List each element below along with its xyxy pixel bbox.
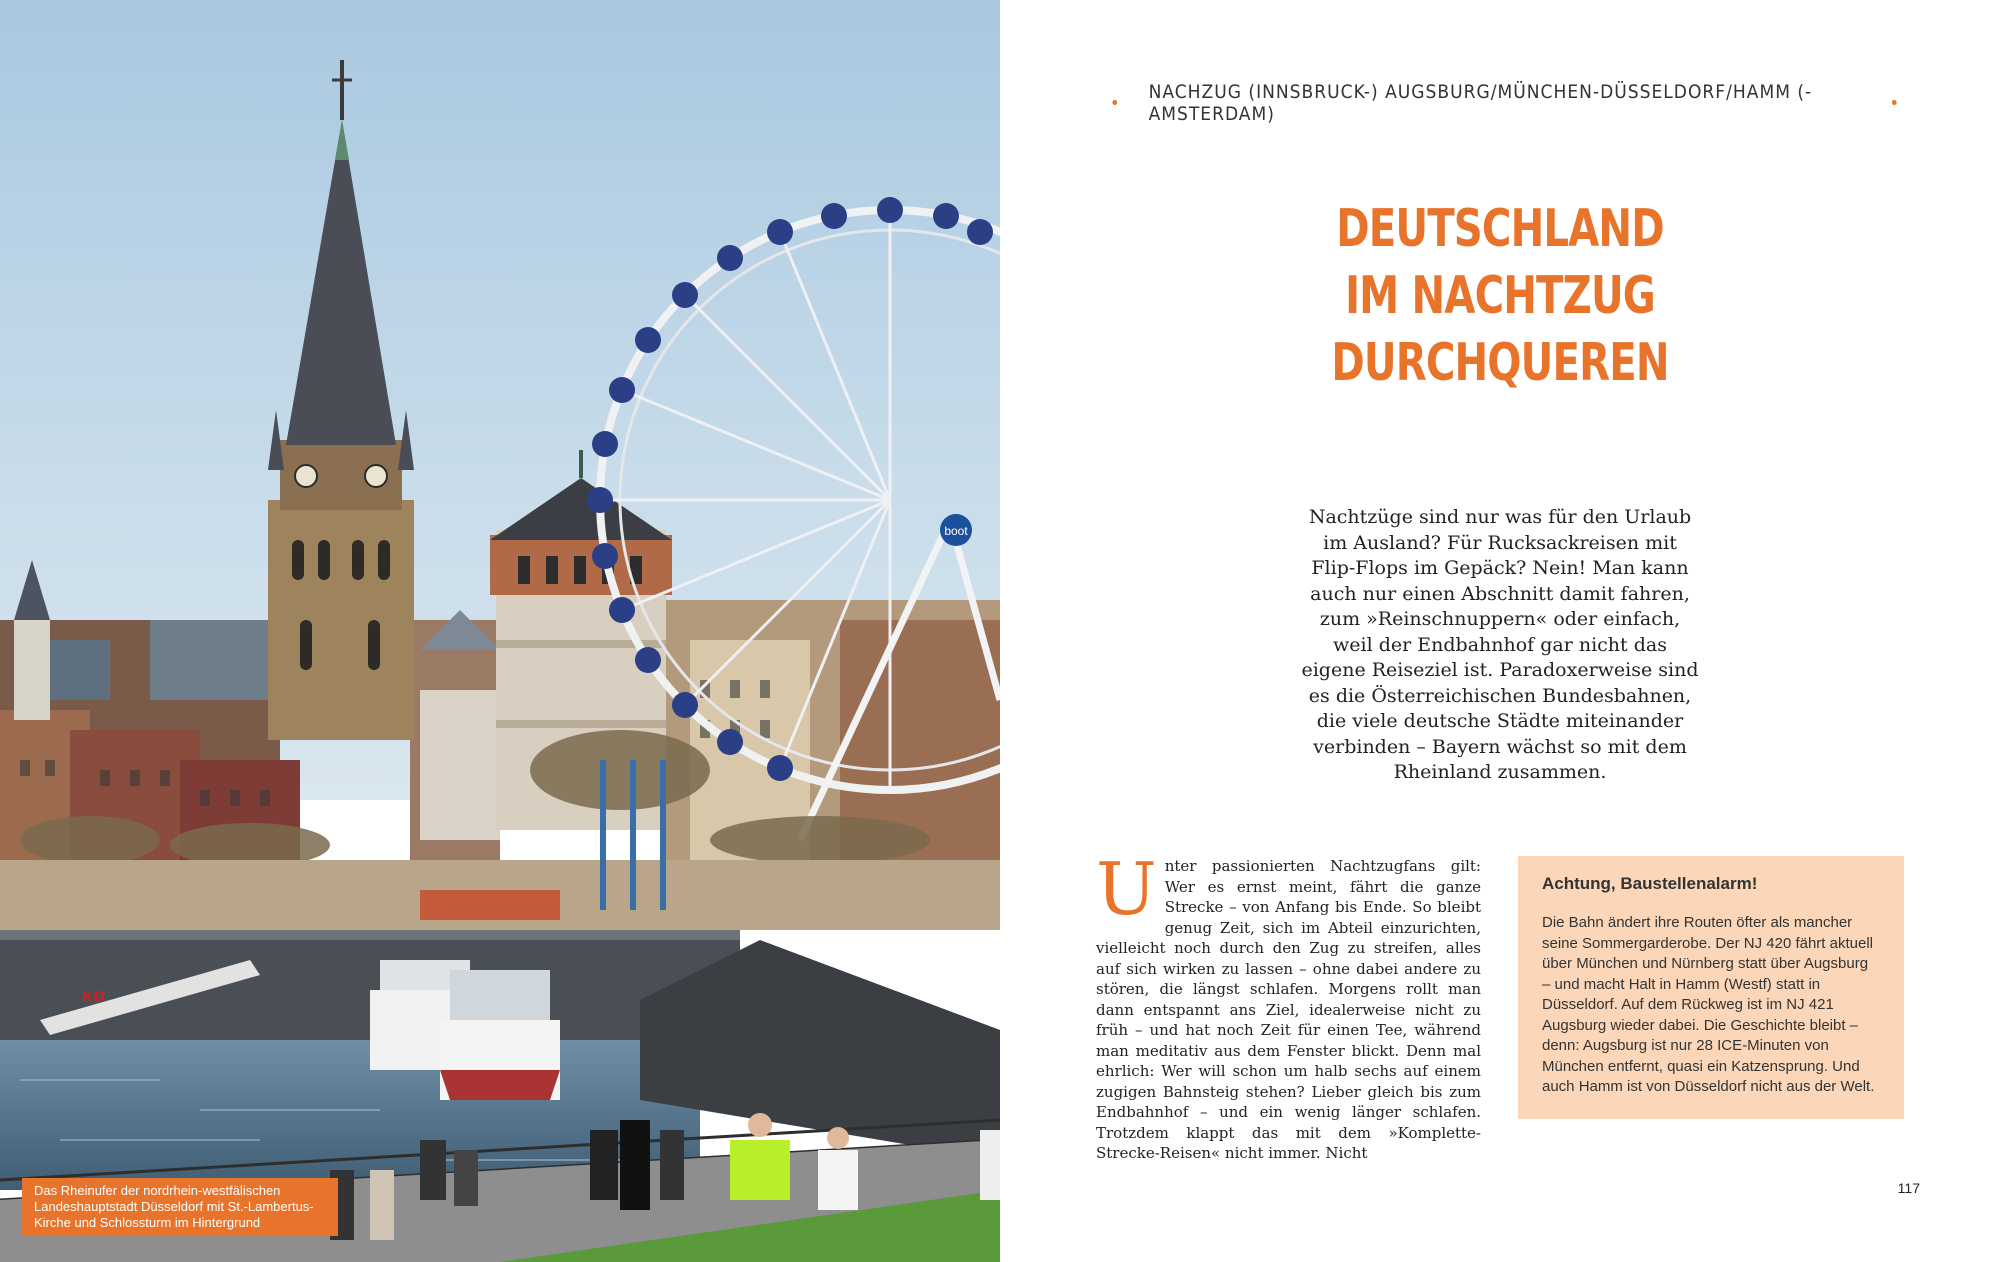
title-line: DURCHQUEREN xyxy=(1331,333,1669,393)
title-line: IM NACHTZUG xyxy=(1345,266,1655,326)
info-box-text: Die Bahn ändert ihre Routen öfter als mancher seine Sommergarderobe. Der NJ 420 fährt aktuell über München und Nürnberg statt über Augsburg – und macht Halt in Hamm (Westf) statt in Düsseldorf. Auf dem Rückweg ist im NJ 421 Augsburg wieder dabei. Die Geschichte bleibt – denn: Augsburg ist nur 28 ICE-Minuten von München entfernt, quasi ein Katzensprung. Und auch Hamm ist von Düsseldorf nicht aus der Welt. xyxy=(1542,914,1875,1095)
text-page xyxy=(1000,0,2000,1262)
kd-sign: KD xyxy=(82,989,106,1006)
page-number: 117 xyxy=(1897,1180,1920,1196)
body-paragraph: nter passionierten Nachtzugfans gilt: Wer es ernst meint, fährt die ganze Strecke – von Anfang bis Ende. So bleibt genug Zeit, sich im Abteil einzurichten, vielleicht noch durch den Zug zu streifen, alles auf sich wirken zu lassen – ohne dabei andere zu stören, die längst schlafen. Morgens rollt man dann entspannt ans Ziel, idealerweise nicht zu früh – und hat noch Zeit für einen Tee, während man meditativ aus dem Fenster blickt. Denn mal ehrlich: Wer will schon um halb sechs auf einem zugigen Bahnsteig stehen? Lieber gleich bis zum Endbahnhof – und ein wenig länger schlafen. Trotzdem klappt das mit dem »Komplette-Strecke-Reisen« nicht immer. Nicht xyxy=(1096,857,1481,1162)
chapter-title xyxy=(1250,196,1750,397)
bullet-icon: • xyxy=(1889,92,1900,114)
route-text: NACHZUG (INNSBRUCK-) AUGSBURG/MÜNCHEN-DÜSSELDORF/HAMM (-AMSTERDAM) xyxy=(1148,81,1813,125)
drop-cap: U xyxy=(1096,847,1157,931)
info-box xyxy=(1518,856,1904,1119)
route-header xyxy=(1110,81,1900,125)
wheel-logo-text: boot xyxy=(944,524,968,538)
info-box-heading: Achtung, Baustellenalarm! xyxy=(1542,874,1758,893)
lead-paragraph: Nachtzüge sind nur was für den Urlaub im Ausland? Für Rucksackreisen mit Flip-Flops im Gepäck? Nein! Man kann auch nur einen Abschnitt damit fahren, zum »Reinschnuppern« oder einfach, weil der Endbahnhof gar nicht das eigene Reiseziel ist. Paradoxerweise sind es die Österreichischen Bundesbahnen, die viele deutsche Städte miteinander verbinden – Bayern wächst so mit dem Rheinland zusammen. xyxy=(1301,506,1699,783)
body-text xyxy=(1096,847,1481,1164)
bullet-icon: • xyxy=(1110,92,1121,114)
title-line: DEUTSCHLAND xyxy=(1336,199,1664,259)
photo-caption: Das Rheinufer der nordrhein-westfälischen Landeshauptstadt Düsseldorf mit St.-Lambertus-Kirche und Schlossturm im Hintergrund xyxy=(22,1178,338,1236)
